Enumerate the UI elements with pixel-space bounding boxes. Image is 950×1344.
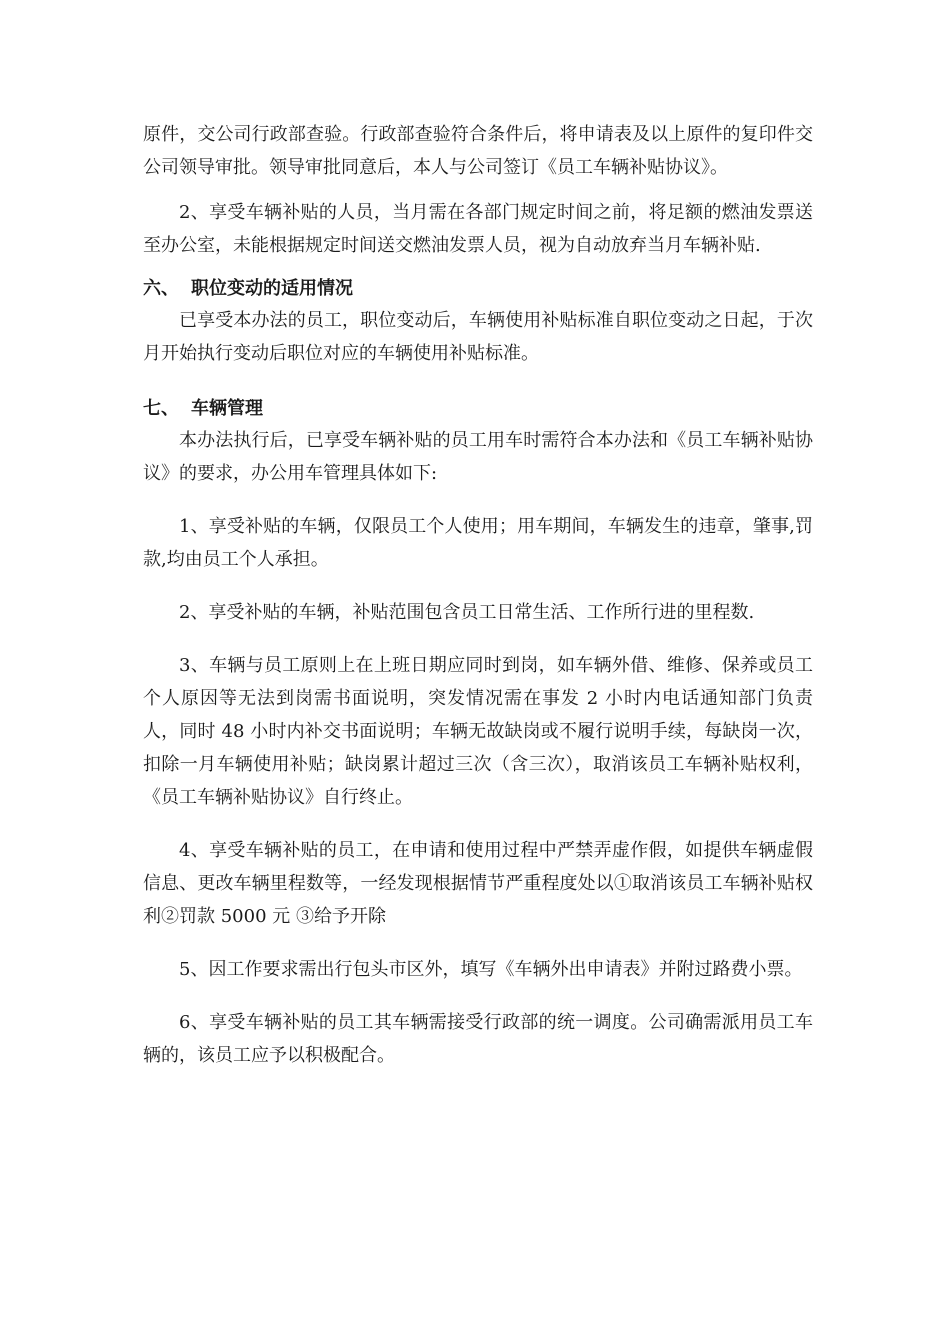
paragraph-fuel-invoice: 2、享受车辆补贴的人员，当月需在各部门规定时间之前，将足额的燃油发票送至办公室，未能根据规定时间送交燃油发票人员，视为自动放弃当月车辆补贴. xyxy=(143,202,813,256)
paragraph-original-documents: 原件，交公司行政部查验。行政部查验符合条件后，将申请表及以上原件的复印件交公司领导审批。领导审批同意后，本人与公司签订《员工车辆补贴协议》。 xyxy=(143,124,813,178)
document-body xyxy=(143,118,813,1072)
list-item-1: 1、享受补贴的车辆，仅限员工个人使用；用车期间，车辆发生的违章，肇事,罚款,均由员工个人承担。 xyxy=(143,516,813,570)
section-6-title: 职位变动的适用情况 xyxy=(191,278,353,299)
section-7-heading xyxy=(143,394,813,424)
list-item-4: 4、享受车辆补贴的员工，在申请和使用过程中严禁弄虚作假，如提供车辆虚假信息、更改车辆里程数等，一经发现根据情节严重程度处以①取消该员工车辆补贴权利②罚款 5000 元 ③给予开除 xyxy=(143,840,813,927)
list-item-6: 6、享受车辆补贴的员工其车辆需接受行政部的统一调度。公司确需派用员工车辆的，该员工应予以积极配合。 xyxy=(143,1012,813,1066)
section-6-body: 已享受本办法的员工，职位变动后，车辆使用补贴标准自职位变动之日起，于次月开始执行变动后职位对应的车辆使用补贴标准。 xyxy=(143,310,813,364)
section-6-heading xyxy=(143,274,813,304)
section-7-title: 车辆管理 xyxy=(191,398,263,419)
list-item-2: 2、享受补贴的车辆，补贴范围包含员工日常生活、工作所行进的里程数. xyxy=(179,602,755,623)
section-7-intro: 本办法执行后，已享受车辆补贴的员工用车时需符合本办法和《员工车辆补贴协议》的要求，办公用车管理具体如下: xyxy=(143,430,813,484)
list-item-5: 5、因工作要求需出行包头市区外，填写《车辆外出申请表》并附过路费小票。 xyxy=(179,959,803,980)
section-7-number: 七、 xyxy=(143,398,179,419)
list-item-3: 3、车辆与员工原则上在上班日期应同时到岗，如车辆外借、维修、保养或员工个人原因等无法到岗需书面说明，突发情况需在事发 2 小时内电话通知部门负责人，同时 48 小时内补交书面说明；车辆无故缺岗或不履行说明手续，每缺岗一次，扣除一月车辆使用补贴；缺岗累计超过三次（含三次），取消该员工车辆补贴权利，《员工车辆补贴协议》自行终止。 xyxy=(143,655,813,808)
section-6-number: 六、 xyxy=(143,278,179,299)
